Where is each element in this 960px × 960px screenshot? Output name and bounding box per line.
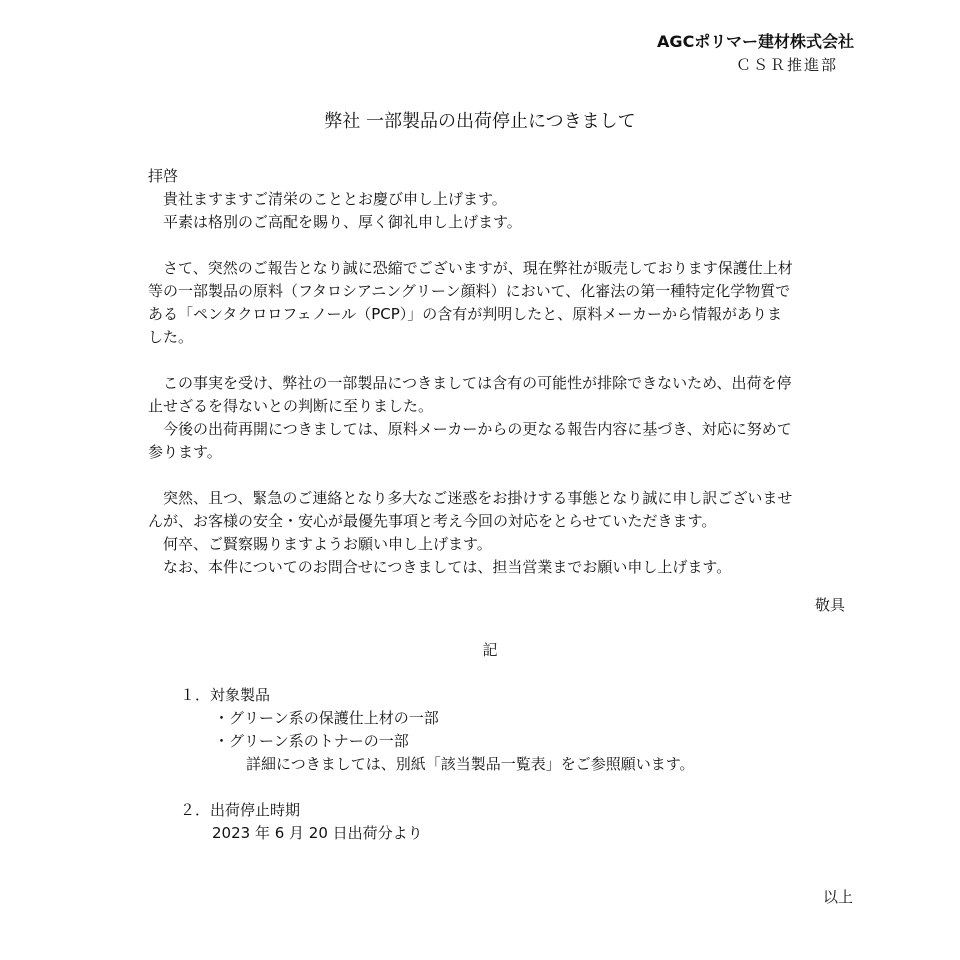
body-line: ある「ペンタクロロフェノール（PCP）」の含有が判明したと、原料メーカーから情報がありま xyxy=(148,305,782,323)
body-line: 貴社ますますご清栄のこととお慶び申し上げます。 xyxy=(148,190,507,208)
item-sub: ・グリーン系の保護仕上材の一部 xyxy=(214,709,439,727)
item-value: 2023 年 6 月 20 日出荷分より xyxy=(212,824,423,842)
letter-body xyxy=(148,165,854,579)
salutation: 拝啓 xyxy=(148,167,179,185)
body-line: この事実を受け、弊社の一部製品につきましては含有の可能性が排除できないため、出荷を停 xyxy=(148,374,792,392)
body-line: 今後の出荷再開につきましては、原料メーカーからの更なる報告内容に基づき、対応に努めて xyxy=(148,420,792,438)
body-line: んが、お客様の安全・安心が最優先事項と考え今回の対応をとらせていただきます。 xyxy=(148,512,717,530)
item-detail: 詳細につきましては、別紙「該当製品一覧表」をご参照願います。 xyxy=(246,755,695,773)
company-name: AGCポリマー建材株式会社 xyxy=(657,32,854,51)
body-line: 平素は格別のご高配を賜り、厚く御礼申し上げます。 xyxy=(148,213,522,231)
closing-keigu: 敬具 xyxy=(814,596,845,614)
item-heading: １．対象製品 xyxy=(180,686,271,704)
end-ijou: 以上 xyxy=(822,888,853,906)
body-line: 突然、且つ、緊急のご連絡となり多大なご迷惑をお掛けする事態となり誠に申し訳ございませ xyxy=(148,489,793,507)
item-list xyxy=(180,684,860,845)
body-line: 何卒、ご賢察賜りますようお願い申し上げます。 xyxy=(148,535,492,553)
body-line: さて、突然のご報告となり誠に恐縮でございますが、現在弊社が販売しております保護仕上材 xyxy=(148,259,793,277)
body-line: 止せざるを得ないとの判断に至りました。 xyxy=(148,397,434,415)
item-sub: ・グリーン系のトナーの一部 xyxy=(214,732,409,750)
body-line: 参ります。 xyxy=(148,443,222,461)
body-line: なお、本件についてのお問合せにつきましては、担当営業までお願い申し上げます。 xyxy=(148,558,732,576)
document-title: 弊社 一部製品の出荷停止につきまして xyxy=(324,111,636,132)
body-line: 等の一部製品の原料（フタロシアニングリーン顔料）において、化審法の第一種特定化学物質で xyxy=(148,282,791,300)
ki-heading: 記 xyxy=(482,641,498,659)
body-line: した。 xyxy=(148,328,194,346)
department-name: ＣＳＲ推進部 xyxy=(735,56,838,74)
item-heading: ２．出荷停止時期 xyxy=(180,801,301,819)
